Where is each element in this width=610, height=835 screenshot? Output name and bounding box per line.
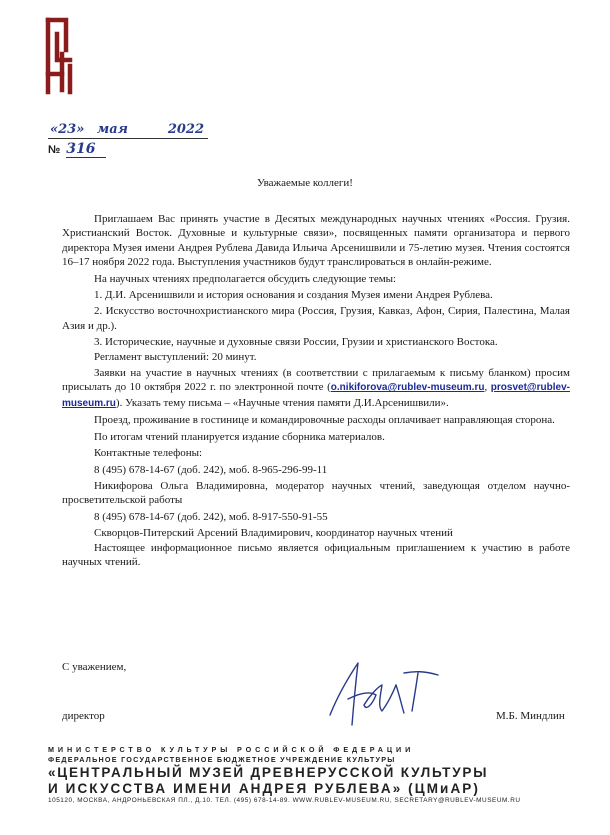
letter-number [48, 141, 106, 158]
greeting: Уважаемые коллеги! [257, 177, 353, 189]
paragraph-applications [62, 366, 570, 411]
date-year: 2022 [167, 122, 204, 137]
closing: С уважением, [62, 661, 127, 673]
footer-address: 105120, МОСКВА, АНДРОНЬЕВСКАЯ ПЛ., Д.10. ТЕЛ. (495) 678-14-89. WWW.RUBLEV-MUSEUM.RU, SECRETARY@RUBLEV-MUSEUM.RU [48, 797, 521, 804]
topic-1: 1. Д.И. Арсенишвили и история основания и создания Музея имени Андрея Рублева. [94, 289, 493, 302]
paragraph-official-invitation: Настоящее информационное письмо является официальным приглашением к участию в работе научных чтений. [62, 541, 570, 568]
footer-ministry: МИНИСТЕРСТВО КУЛЬТУРЫ РОССИЙСКОЙ ФЕДЕРАЦИИ [48, 745, 415, 754]
paragraph-intro: Приглашаем Вас принять участие в Десятых международных научных чтениях «Россия. Грузия. Христианский Восток. Духовные и культурные связи», посвященных памяти организатора и первого директора Музея имени Андрея Рублева Давида Ильича Арсенишвили и 75-летию музея. Чтения состоятся 16–17 ноября 2022 года. Выступления участников будут транслироваться в онлайн-режиме. [62, 213, 570, 269]
email-separator: , [484, 381, 491, 394]
footer-institution-type: ФЕДЕРАЛЬНОЕ ГОСУДАРСТВЕННОЕ БЮДЖЕТНОЕ УЧРЕЖДЕНИЕ КУЛЬТУРЫ [48, 755, 396, 764]
paragraph-time-limit: Регламент выступлений: 20 минут. [94, 350, 257, 363]
contacts-heading: Контактные телефоны: [94, 447, 203, 460]
signatory-name: М.Б. Миндлин [496, 710, 565, 722]
email-link-prosvet[interactable]: prosvet@rublev-museum.ru [62, 382, 570, 409]
number-label: № [48, 144, 61, 156]
phone-1: 8 (495) 678-14-67 (доб. 242), моб. 8-965-296-99-11 [94, 463, 328, 476]
number-value: 316 [66, 141, 106, 158]
letterhead-footer [48, 745, 578, 806]
contact-1-name: Никифорова Ольга Владимировна, модератор научных чтений, заведующая отделом научно-просветительской работы [62, 479, 570, 507]
signatory-position: директор [62, 710, 105, 722]
footer-museum-name-2: И ИСКУССТВА ИМЕНИ АНДРЕЯ РУБЛЕВА» (ЦМиАР) [48, 780, 481, 796]
paragraph-publication: По итогам чтений планируется издание сборника материалов. [94, 430, 385, 443]
contact-2-name: Скворцов-Питерский Арсений Владимирович, координатор научных чтений [94, 527, 453, 540]
footer-museum-name-1: «ЦЕНТРАЛЬНЫЙ МУЗЕЙ ДРЕВНЕРУССКОЙ КУЛЬТУРЫ [48, 765, 489, 780]
paragraph-topics-intro: На научных чтениях предполагается обсудить следующие темы: [94, 272, 397, 285]
phone-2: 8 (495) 678-14-67 (доб. 242), моб. 8-917-550-91-55 [94, 510, 328, 523]
applications-text-after: ). Указать тему письма – «Научные чтения памяти Д.И.Арсенишвили». [115, 396, 449, 409]
date-month: мая [96, 122, 129, 137]
paragraph-expenses: Проезд, проживание в гостинице и командировочные расходы оплачивает направляющая сторона. [94, 414, 555, 427]
applications-text-before: Заявки на участие в научных чтениях (в соответствии с прилагаемым к письму бланком) просим присылать до 10 октября 2022 г. по электронной почте ( [62, 367, 570, 394]
date-day: «23» [50, 122, 85, 137]
email-link-nikiforova[interactable]: o.nikiforova@rublev-museum.ru [330, 382, 485, 394]
letter-body [62, 212, 570, 569]
topic-3: 3. Исторические, научные и духовные связи России, Грузии и христианского Востока. [94, 336, 498, 349]
topic-2: 2. Искусство восточнохристианского мира (Россия, Грузия, Кавказ, Афон, Сирия, Палестина, Малая Азия и др.). [62, 305, 570, 332]
handwritten-signature [320, 655, 450, 735]
letter-date [48, 122, 208, 139]
museum-logo-icon [44, 14, 74, 96]
